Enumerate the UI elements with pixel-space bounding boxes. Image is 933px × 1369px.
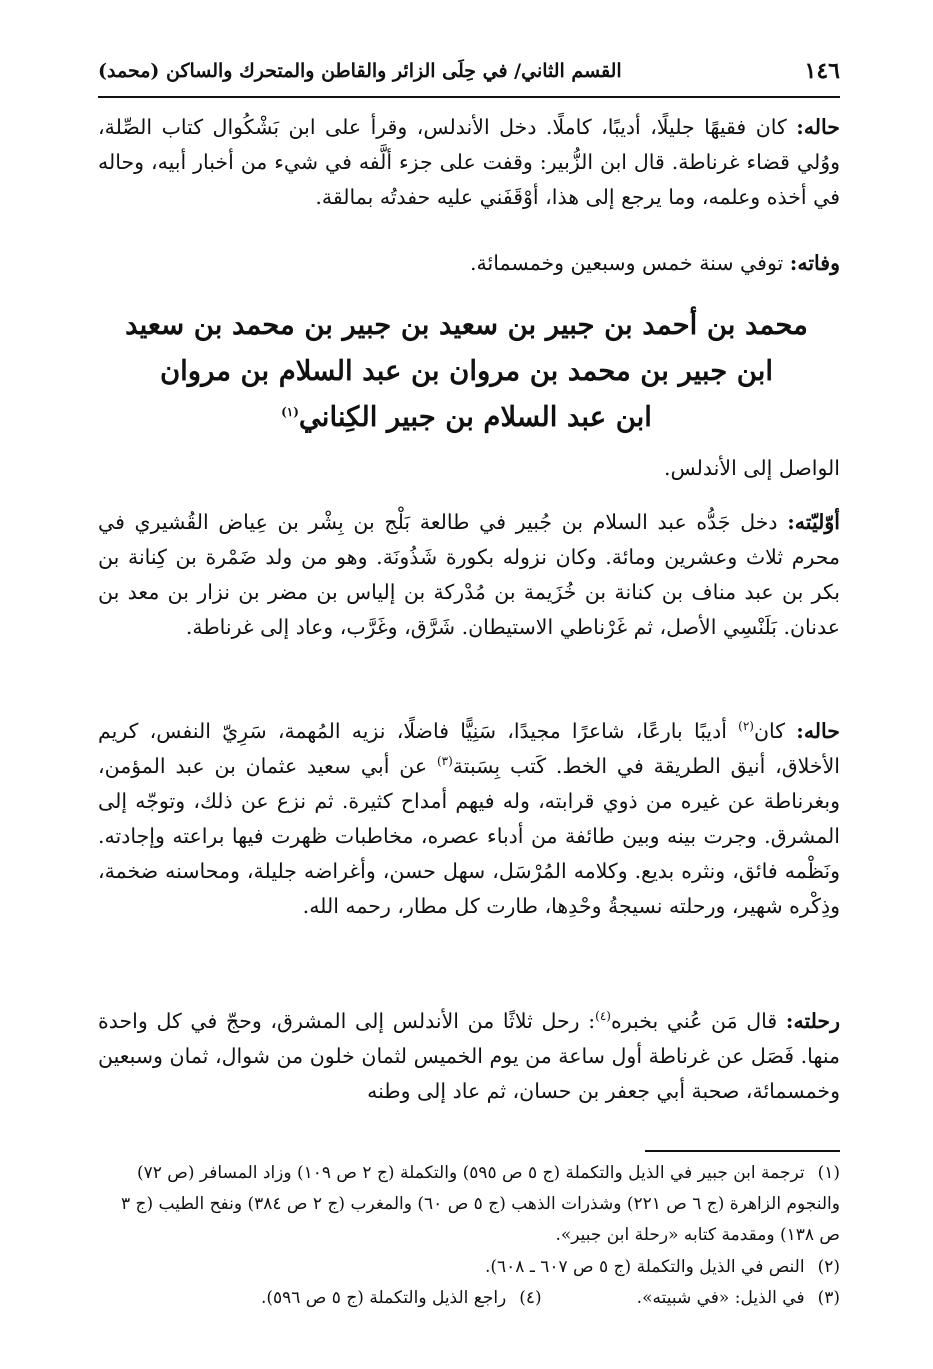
paragraph-al-wasil: [98, 451, 840, 486]
footnote-text: النص في الذيل والتكملة (ج ٥ ص ٦٠٧ ـ ٦٠٨).: [485, 1257, 805, 1277]
section-label: رحلته:: [785, 1009, 840, 1033]
paragraph-haluhu-2: [98, 714, 840, 924]
heading-line-2: ابن جبير بن محمد بن مروان بن عبد السلام بن مروان: [159, 355, 774, 387]
paragraph-text: : رحل ثلاثًا من الأندلس إلى المشرق، وحجّ في كل واحدة منها. فَصَل عن غرناطة أول ساعة من يوم الخميس لثمان خلون من شوال، ثمان وسبعين وخمسمائة، صحبة أبي جعفر بن حسان، ثم عاد إلى وطنه: [98, 1009, 840, 1103]
heading-line-1: محمد بن أحمد بن جبير بن سعيد بن جبير بن محمد بن سعيد: [125, 309, 808, 341]
paragraph-text: كان فقيهًا جليلًا، أديبًا، كاملًا. دخل الأندلس، وقرأ على ابن بَشْكُوال كتاب الصِّلة، ووُلي قضاء غرناطة. قال ابن الزُّبير: وقفت على جزء ألَّفه في شيء من أخبار أبيه، وحاله في أخذه وعلمه، وما يرجع إلى هذا، أوْقَفَني عليه حفدتُه بمالقة.: [98, 115, 840, 209]
footnote-ref: (١): [281, 404, 299, 419]
section-label: أوّليّته:: [787, 510, 840, 534]
footnote: [98, 1252, 840, 1283]
page-number: ١٤٦: [804, 58, 840, 84]
paragraph-wafatuhu: [98, 246, 840, 281]
footnote-ref: (٣): [436, 754, 453, 769]
page-header: [98, 58, 840, 92]
paragraph-text: كان: [753, 719, 786, 743]
footnote-rule: [645, 1150, 840, 1152]
section-label: حاله:: [796, 719, 840, 743]
footnote-ref: (٢): [738, 719, 754, 734]
paragraph-haluhu-1: [98, 110, 840, 215]
header-rule: [98, 96, 840, 98]
footnote: [98, 1283, 840, 1314]
footnote-text: ترجمة ابن جبير في الذيل والتكملة (ج ٥ ص ٥٩٥) والتكملة (ج ٢ ص ١٠٩) وزاد المسافر (ص ٧٢) والنجوم الزاهرة (ج ٦ ص ٢٢١) وشذرات الذهب (ج ٥ ص ٦٠) والمغرب (ج ٢ ص ٣٨٤) ونفح الطيب (ج ٣ ص ١٣٨) ومقدمة كتابه «رحلة ابن جبير».: [120, 1163, 840, 1245]
footnote-number: (٣): [817, 1288, 840, 1308]
footnote-number: (٢): [817, 1257, 840, 1277]
running-title: القسم الثاني/ في حِلَى الزائر والقاطن والمتحرك والساكن (محمد): [98, 60, 622, 82]
footnote-text: راجع الذيل والتكملة (ج ٥ ص ٥٩٦).: [260, 1288, 507, 1308]
footnote-number: (٤): [519, 1288, 542, 1308]
paragraph-text: قال مَن عُني بخبره: [610, 1009, 778, 1033]
section-label: وفاته:: [789, 251, 840, 275]
paragraph-text: توفي سنة خمس وسبعين وخمسمائة.: [470, 251, 784, 275]
section-label: حاله:: [796, 115, 840, 139]
paragraph-text: الواصل إلى الأندلس.: [664, 456, 840, 480]
footnote-text: في الذيل: «في شبيته».: [636, 1288, 805, 1308]
footnote: [261, 1288, 542, 1308]
footnote: [98, 1158, 840, 1251]
footnote-ref: (٤): [595, 1009, 611, 1024]
footnote-number: (١): [817, 1163, 840, 1183]
heading-line-3: ابن عبد السلام بن جبير الكِناني: [298, 401, 652, 433]
paragraph-text: عن أبي سعيد عثمان بن عبد المؤمن، وبغرناطة عن غيره من ذوي قرابته، وله فيهم أمداح كثيرة. ثم نزع عن ذلك، وتوجّه إلى المشرق. وجرت بينه وبين طائفة من أدباء عصره، مخاطبات ظهرت فيها براعته وإجادته. ونَظْمه فائق، ونثره بديع. وكلامه المُرْسَل، سهل حسن، وأغراضه جليلة، ومحاسنه ضخمة، وذِكْره شهير، ورحلته نسيجةُ وحْدِها، طارت كل مطار، رحمه الله.: [98, 754, 840, 918]
paragraph-text: دخل جَدُّه عبد السلام بن جُبير في طالعة بَلْج بن بِشْر بن عِياض القُشيري في محرم ثلاث وعشرين ومائة. وكان نزوله بكورة شَذُونَة. وهو من ولد ضَمْرة بن كِنانة بن بكر بن عبد مناف بن كنانة بن خُزَيمة بن مُدْركة بن إلياس بن مضر بن نزار بن معد بن عدنان. بَلَنْسِي الأصل، ثم غَرْناطي الاستيطان. شَرَّق، وغَرَّب، وعاد إلى غرناطة.: [98, 510, 840, 639]
biography-heading: [90, 302, 843, 440]
paragraph-rihlatuhu: [98, 1004, 840, 1109]
paragraph-text: أديبًا بارعًا، شاعرًا مجيدًا، سَنِيًّا فاضلًا، نزيه المُهمة، سَرِيّ النفس، كريم الأخلاق، أنيق الطريقة في الخط. كَتب بِسَبتة: [98, 719, 840, 778]
paragraph-awwaliyyatuhu: [98, 505, 840, 645]
